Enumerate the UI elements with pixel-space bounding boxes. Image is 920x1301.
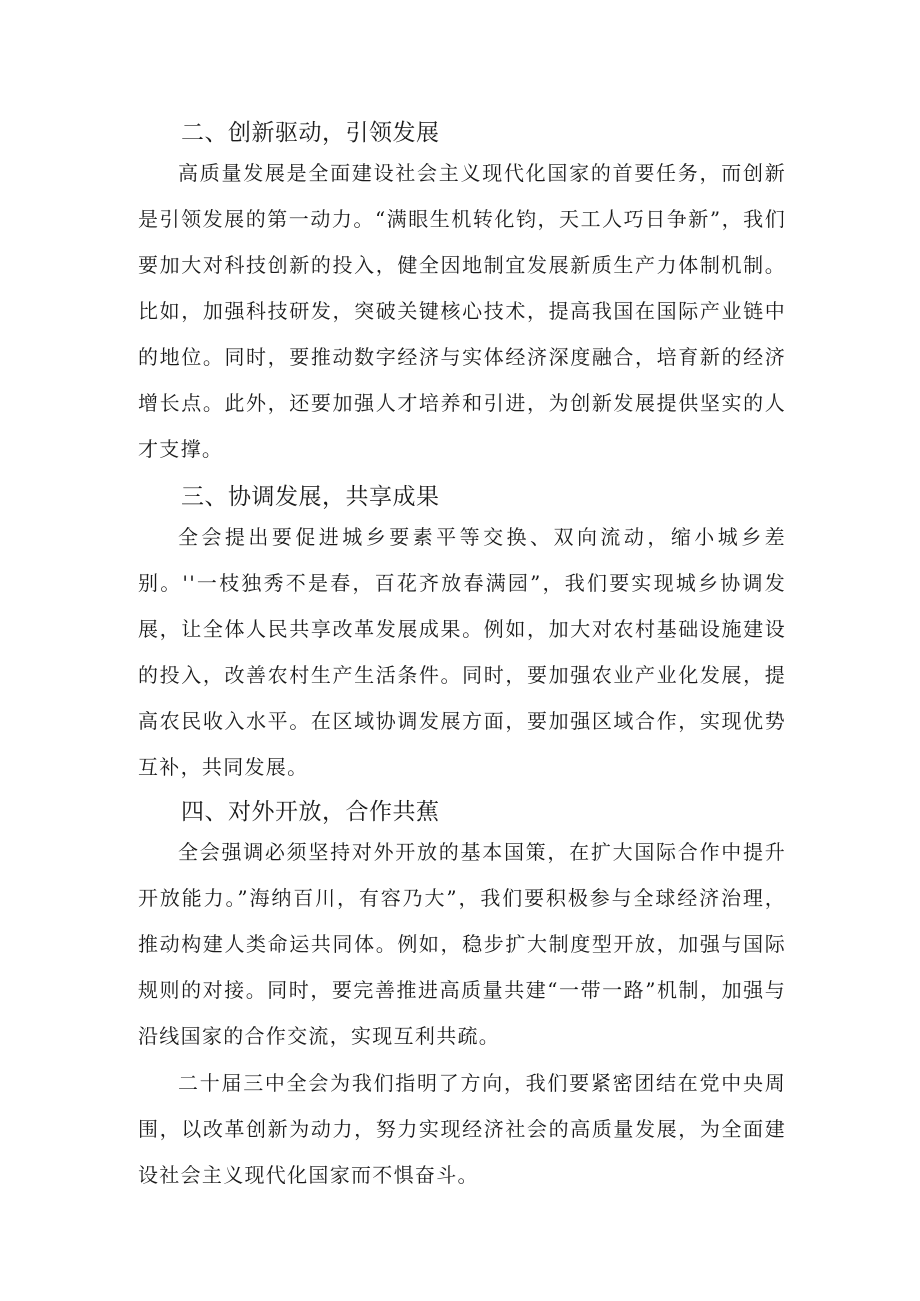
section-paragraph-innovation: 高质量发展是全面建设社会主义现代化国家的首要任务，而创新是引领发展的第一动力。“满眼生机转化钧，天工人巧日争新”，我们要加大对科技创新的投入，健全因地制宜发展新质生产力体制机制。比如，加强科技研发，突破关键核心技术，提高我国在国际产业链中的地位。同时，要推动数字经济与实体经济深度融合，培育新的经济增长点。此外，还要加强人才培养和引进，为创新发展提供坚实的人才支撑。 — [138, 161, 786, 461]
section-heading-opening: 四、对外开放，合作共蕉 — [181, 799, 440, 825]
section-paragraph-opening: 全会强调必须坚持对外开放的基本国策，在扩大国际合作中提升开放能力。”海纳百川，有容乃大”，我们要积极参与全球经济治理，推动构建人类命运共同体。例如，稳步扩大制度型开放，加强与国际规则的对接。同时，要完善推进高质量共建“一带一路”机制，加强与沿线国家的合作交流，实现互利共疏。 — [138, 840, 786, 1048]
section-paragraph-coordination: 全会提出要促进城乡要素平等交换、双向流动，缩小城乡差别。''一枝独秀不是春，百花齐放春满园”，我们要实现城乡协调发展，让全体人民共享改革发展成果。例如，加大对农村基础设施建设的投入，改善农村生产生活条件。同时，要加强农业产业化发展，提高农民收入水平。在区域协调发展方面，要加强区域合作，实现优势互补，共同发展。 — [138, 525, 786, 779]
section-heading-coordination: 三、协调发展，共享成果 — [181, 484, 440, 510]
closing-paragraph: 二十届三中全会为我们指明了方向，我们要紧密团结在党中央周围，以改革创新为动力，努力实现经济社会的高质量发展，为全面建设社会主义现代化国家而不惧奋斗。 — [138, 1071, 786, 1187]
section-heading-innovation: 二、创新驱动，引领发展 — [181, 120, 440, 146]
